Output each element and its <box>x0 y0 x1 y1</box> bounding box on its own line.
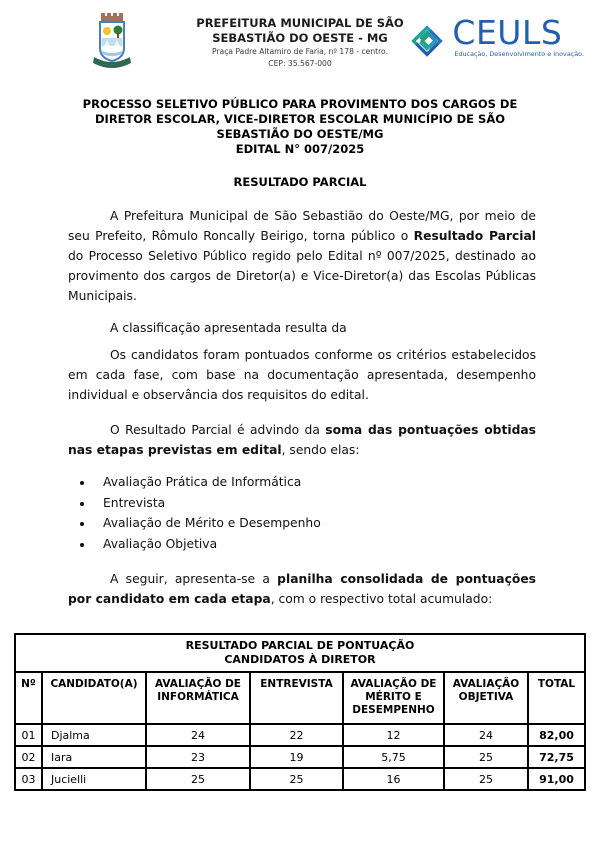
col-header-total: TOTAL <box>528 672 585 724</box>
paragraph-intro <box>68 206 536 306</box>
title-line: SEBASTIÃO DO OESTE/MG <box>216 127 384 141</box>
p5-post: , com o respectivo total acumulado: <box>270 592 493 606</box>
coat-of-arms-icon <box>92 11 132 75</box>
col-header-candidato: CANDIDATO(A) <box>42 672 146 724</box>
p1-bold: Resultado Parcial <box>413 229 537 243</box>
cell-informatica: 23 <box>146 746 250 768</box>
cell-entrevista: 25 <box>250 768 343 790</box>
cell-informatica: 25 <box>146 768 250 790</box>
table-header-row <box>15 672 585 724</box>
ceuls-text-block <box>452 13 584 58</box>
list-item: • Entrevista <box>94 493 536 514</box>
p4-post: , sendo elas: <box>281 443 360 457</box>
table-row <box>15 746 585 768</box>
org-cep: CEP: 35.567-000 <box>268 58 332 68</box>
title-line-edital: EDITAL N° 007/2025 <box>235 142 365 156</box>
ceuls-wordmark: CEULS <box>452 13 563 52</box>
list-item: • Avaliação Objetiva <box>94 534 536 555</box>
cell-num: 01 <box>15 724 42 746</box>
cell-candidato: Djalma <box>42 724 146 746</box>
document-title <box>0 97 600 157</box>
col-header-entrevista: ENTREVISTA <box>250 672 343 724</box>
table-title-line2: CANDIDATOS À DIRETOR <box>224 653 376 666</box>
title-line: DIRETOR ESCOLAR, VICE-DIRETOR ESCOLAR MUNICÍPIO DE SÃO <box>95 112 505 126</box>
table-row <box>15 724 585 746</box>
col-header-objetiva: AVALIAÇÃO OBJETIVA <box>444 672 528 724</box>
cell-entrevista: 19 <box>250 746 343 768</box>
document-body <box>0 206 600 609</box>
list-item: • Avaliação Prática de Informática <box>94 472 536 493</box>
ceuls-logo <box>404 13 584 64</box>
p4-pre: O Resultado Parcial é advindo da <box>110 423 326 437</box>
paragraph-planilha <box>68 569 536 609</box>
title-line: PROCESSO SELETIVO PÚBLICO PARA PROVIMENTO DOS CARGOS DE <box>82 97 518 111</box>
col-header-num: Nº <box>15 672 42 724</box>
cell-candidato: Jucielli <box>42 768 146 790</box>
org-address: Praça Padre Altamiro de Faria, nº 178 - centro. <box>211 47 388 56</box>
paragraph-classificacao: A classificação apresentada resulta da <box>110 321 347 335</box>
cell-merito: 12 <box>343 724 444 746</box>
cell-merito: 5,75 <box>343 746 444 768</box>
cell-num: 02 <box>15 746 42 768</box>
evaluation-stages-list <box>68 472 536 554</box>
paragraph-soma <box>68 420 536 460</box>
document-subtitle: RESULTADO PARCIAL <box>233 175 367 189</box>
cell-entrevista: 22 <box>250 724 343 746</box>
org-name-line1: PREFEITURA MUNICIPAL DE SÃO <box>196 16 404 30</box>
p1-pre: A Prefeitura Municipal de São Sebastião do Oeste/MG, por meio de seu Prefeito, Rômulo Roncally Beirigo, torna público o <box>68 209 536 243</box>
cell-merito: 16 <box>343 768 444 790</box>
col-header-informatica: AVALIAÇÃO DE INFORMÁTICA <box>146 672 250 724</box>
p1-post: do Processo Seletivo Público regido pelo Edital nº 007/2025, destinado ao provimento dos cargos de Diretor(a) e Vice-Diretor(a) das Escolas Públicas Municipais. <box>68 249 536 303</box>
cell-objetiva: 25 <box>444 746 528 768</box>
cell-num: 03 <box>15 768 42 790</box>
paragraph-criterios: Os candidatos foram pontuados conforme os critérios estabelecidos em cada fase, com base na documentação apresentada, desempenho individual e observância dos requisitos do edital. <box>68 348 536 402</box>
cell-candidato: Iara <box>42 746 146 768</box>
cell-informatica: 24 <box>146 724 250 746</box>
results-table <box>14 633 586 791</box>
page-header <box>0 0 600 82</box>
table-row <box>15 768 585 790</box>
cell-total: 72,75 <box>528 746 585 768</box>
p5-bold: planilha consolidada de pontuações por candidato em cada etapa <box>68 572 536 606</box>
table-title-cell <box>15 634 585 672</box>
ceuls-tagline: Educação, Desenvolvimento e Inovação. <box>454 50 584 58</box>
cell-objetiva: 24 <box>444 724 528 746</box>
p4-bold: soma das pontuações obtidas nas etapas previstas em edital <box>68 423 536 457</box>
table-title-row <box>15 634 585 672</box>
ceuls-chevron-icon <box>404 18 450 64</box>
list-item: • Avaliação de Mérito e Desempenho <box>94 513 536 534</box>
p5-pre: A seguir, apresenta-se a <box>110 572 278 586</box>
org-name-line2: SEBASTIÃO DO OESTE - MG <box>212 30 388 45</box>
table-title-line1: RESULTADO PARCIAL DE PONTUAÇÃO <box>185 639 415 652</box>
col-header-merito: AVALIAÇÃO DE MÉRITO E DESEMPENHO <box>343 672 444 724</box>
cell-objetiva: 25 <box>444 768 528 790</box>
cell-total: 82,00 <box>528 724 585 746</box>
cell-total: 91,00 <box>528 768 585 790</box>
